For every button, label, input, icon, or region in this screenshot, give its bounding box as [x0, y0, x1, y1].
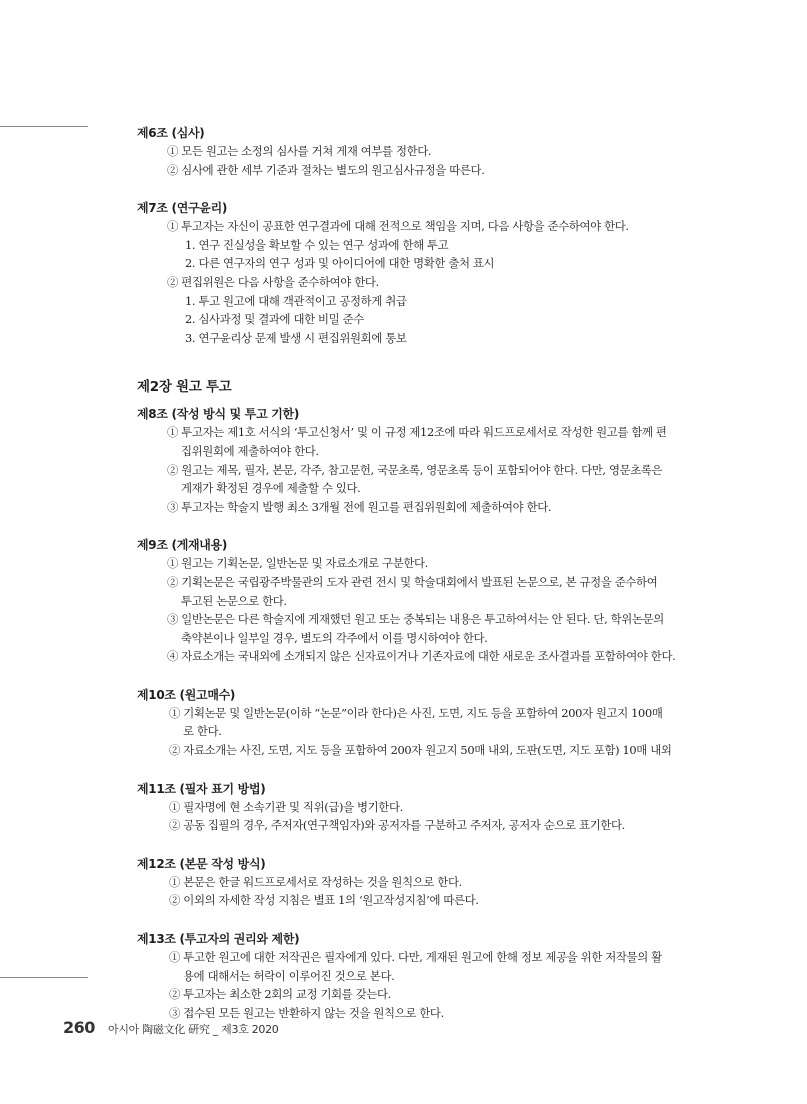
article-title: 제6조 (심사) — [137, 126, 205, 140]
clause-line: 축약본이나 일부일 경우, 별도의 각주에서 이를 명시하여야 한다. — [181, 630, 488, 645]
clause-line: ① 본문은 한글 워드프로세서로 작성하는 것을 원칙으로 한다. — [169, 874, 462, 889]
clause-line: 2. 다른 연구자의 연구 성과 및 아이디어에 대한 명확한 출처 표시 — [185, 256, 495, 271]
clause-line: ② 투고자는 최소한 2회의 교정 기회를 갖는다. — [169, 987, 391, 1002]
article-block — [137, 405, 693, 516]
clause-line: ① 투고자는 자신이 공표한 연구결과에 대해 전적으로 책임을 지며, 다음 사항을 준수하여야 한다. — [167, 219, 629, 234]
article-block — [137, 686, 693, 760]
clause-line: 투고된 논문으로 한다. — [181, 593, 287, 608]
clause-line: ② 공동 집필의 경우, 주저자(연구책임자)와 공저자를 구분하고 주저자, 공저자 순으로 표기한다. — [169, 818, 625, 833]
margin-rule-top — [0, 126, 88, 127]
article-title: 제10조 (원고매수) — [137, 687, 236, 702]
article-block — [137, 199, 693, 347]
clause-line: ② 원고는 제목, 필자, 본문, 각주, 참고문헌, 국문초록, 영문초록 등이 포함되어야 한다. 다만, 영문초록은 — [167, 462, 663, 477]
clause-line: ① 투고자는 제1호 서식의 ‘투고신청서’ 및 이 규정 제12조에 따라 워드프로세서로 작성한 원고를 함께 편 — [167, 425, 667, 440]
clause-line: ③ 접수된 모든 원고는 반환하지 않는 것을 원칙으로 한다. — [169, 1005, 444, 1020]
chapter-title: 제2장 원고 투고 — [137, 379, 232, 396]
clause-line: 2. 심사과정 및 결과에 대한 비밀 준수 — [185, 312, 364, 327]
clause-line: ① 원고는 기획논문, 일반논문 및 자료소개로 구분한다. — [167, 556, 428, 571]
clause-line: 게재가 확정된 경우에 제출할 수 있다. — [181, 481, 361, 496]
article-block — [137, 780, 693, 835]
article-title: 제9조 (게재내용) — [137, 538, 228, 553]
chapter-block — [137, 377, 693, 397]
clause-line: ③ 투고자는 학술지 발행 최소 3개월 전에 원고를 편집위원회에 제출하여야 한다. — [167, 499, 552, 514]
clause-line: 1. 투고 원고에 대해 객관적이고 공정하게 취급 — [185, 293, 407, 308]
margin-rule-bottom — [0, 977, 88, 978]
clause-line: ③ 일반논문은 다른 학술지에 게재했던 원고 또는 중복되는 내용은 투고하여서는 안 된다. 단, 학위논문의 — [167, 612, 664, 627]
article-block — [137, 855, 693, 910]
clause-line: ② 심사에 관한 세부 기준과 절차는 별도의 원고심사규정을 따른다. — [167, 162, 485, 177]
regulation-body — [137, 124, 693, 1022]
clause-line: 집위원회에 제출하여야 한다. — [181, 443, 319, 458]
clause-line: ② 기획논문은 국립광주박물관의 도자 관련 전시 및 학술대회에서 발표된 논문으로, 본 규정을 준수하여 — [167, 574, 658, 589]
article-block — [137, 124, 693, 179]
clause-line: ④ 자료소개는 국내외에 소개되지 않은 신자료이거나 기존자료에 대한 새로운 조사결과를 포함하여야 한다. — [167, 649, 676, 664]
clause-line: 로 한다. — [183, 724, 222, 739]
clause-line: ② 자료소개는 사진, 도면, 지도 등을 포함하여 200자 원고지 50매 내외, 도판(도면, 지도 포함) 10매 내외 — [169, 743, 672, 758]
article-block — [137, 930, 693, 1022]
clause-line: ① 모든 원고는 소정의 심사를 거쳐 게재 여부를 정한다. — [167, 144, 432, 158]
article-title: 제12조 (본문 작성 방식) — [137, 856, 266, 871]
clause-line: ① 기획논문 및 일반논문(이하 “논문”이라 한다)은 사진, 도면, 지도 등을 포함하여 200자 원고지 100매 — [169, 705, 663, 720]
page-footer — [63, 1018, 279, 1037]
journal-running-title: 아시아 陶磁文化 硏究 _ 제3호 2020 — [108, 1023, 279, 1036]
article-title: 제13조 (투고자의 권리와 제한) — [137, 932, 300, 947]
clause-line: ① 투고한 원고에 대한 저작권은 필자에게 있다. 다만, 게재된 원고에 한해 정보 제공을 위한 저작물의 활 — [169, 950, 662, 965]
clause-line: ① 필자명에 현 소속기관 및 직위(급)을 병기한다. — [169, 799, 403, 814]
article-title: 제11조 (필자 표기 방법) — [137, 781, 266, 796]
page-number: 260 — [63, 1018, 95, 1037]
article-block — [137, 536, 693, 666]
article-title: 제8조 (작성 방식 및 투고 기한) — [137, 407, 300, 422]
clause-line: 용에 대해서는 허락이 이루어진 것으로 본다. — [183, 968, 395, 983]
article-title: 제7조 (연구윤리) — [137, 201, 228, 216]
clause-line: ② 이외의 자세한 작성 지침은 별표 1의 ‘원고작성지침’에 따른다. — [169, 893, 479, 908]
clause-line: 3. 연구윤리상 문제 발생 시 편집위원회에 통보 — [185, 330, 407, 345]
clause-line: ② 편집위원은 다음 사항을 준수하여야 한다. — [167, 274, 379, 289]
clause-line: 1. 연구 진실성을 확보할 수 있는 연구 성과에 한해 투고 — [185, 237, 449, 252]
